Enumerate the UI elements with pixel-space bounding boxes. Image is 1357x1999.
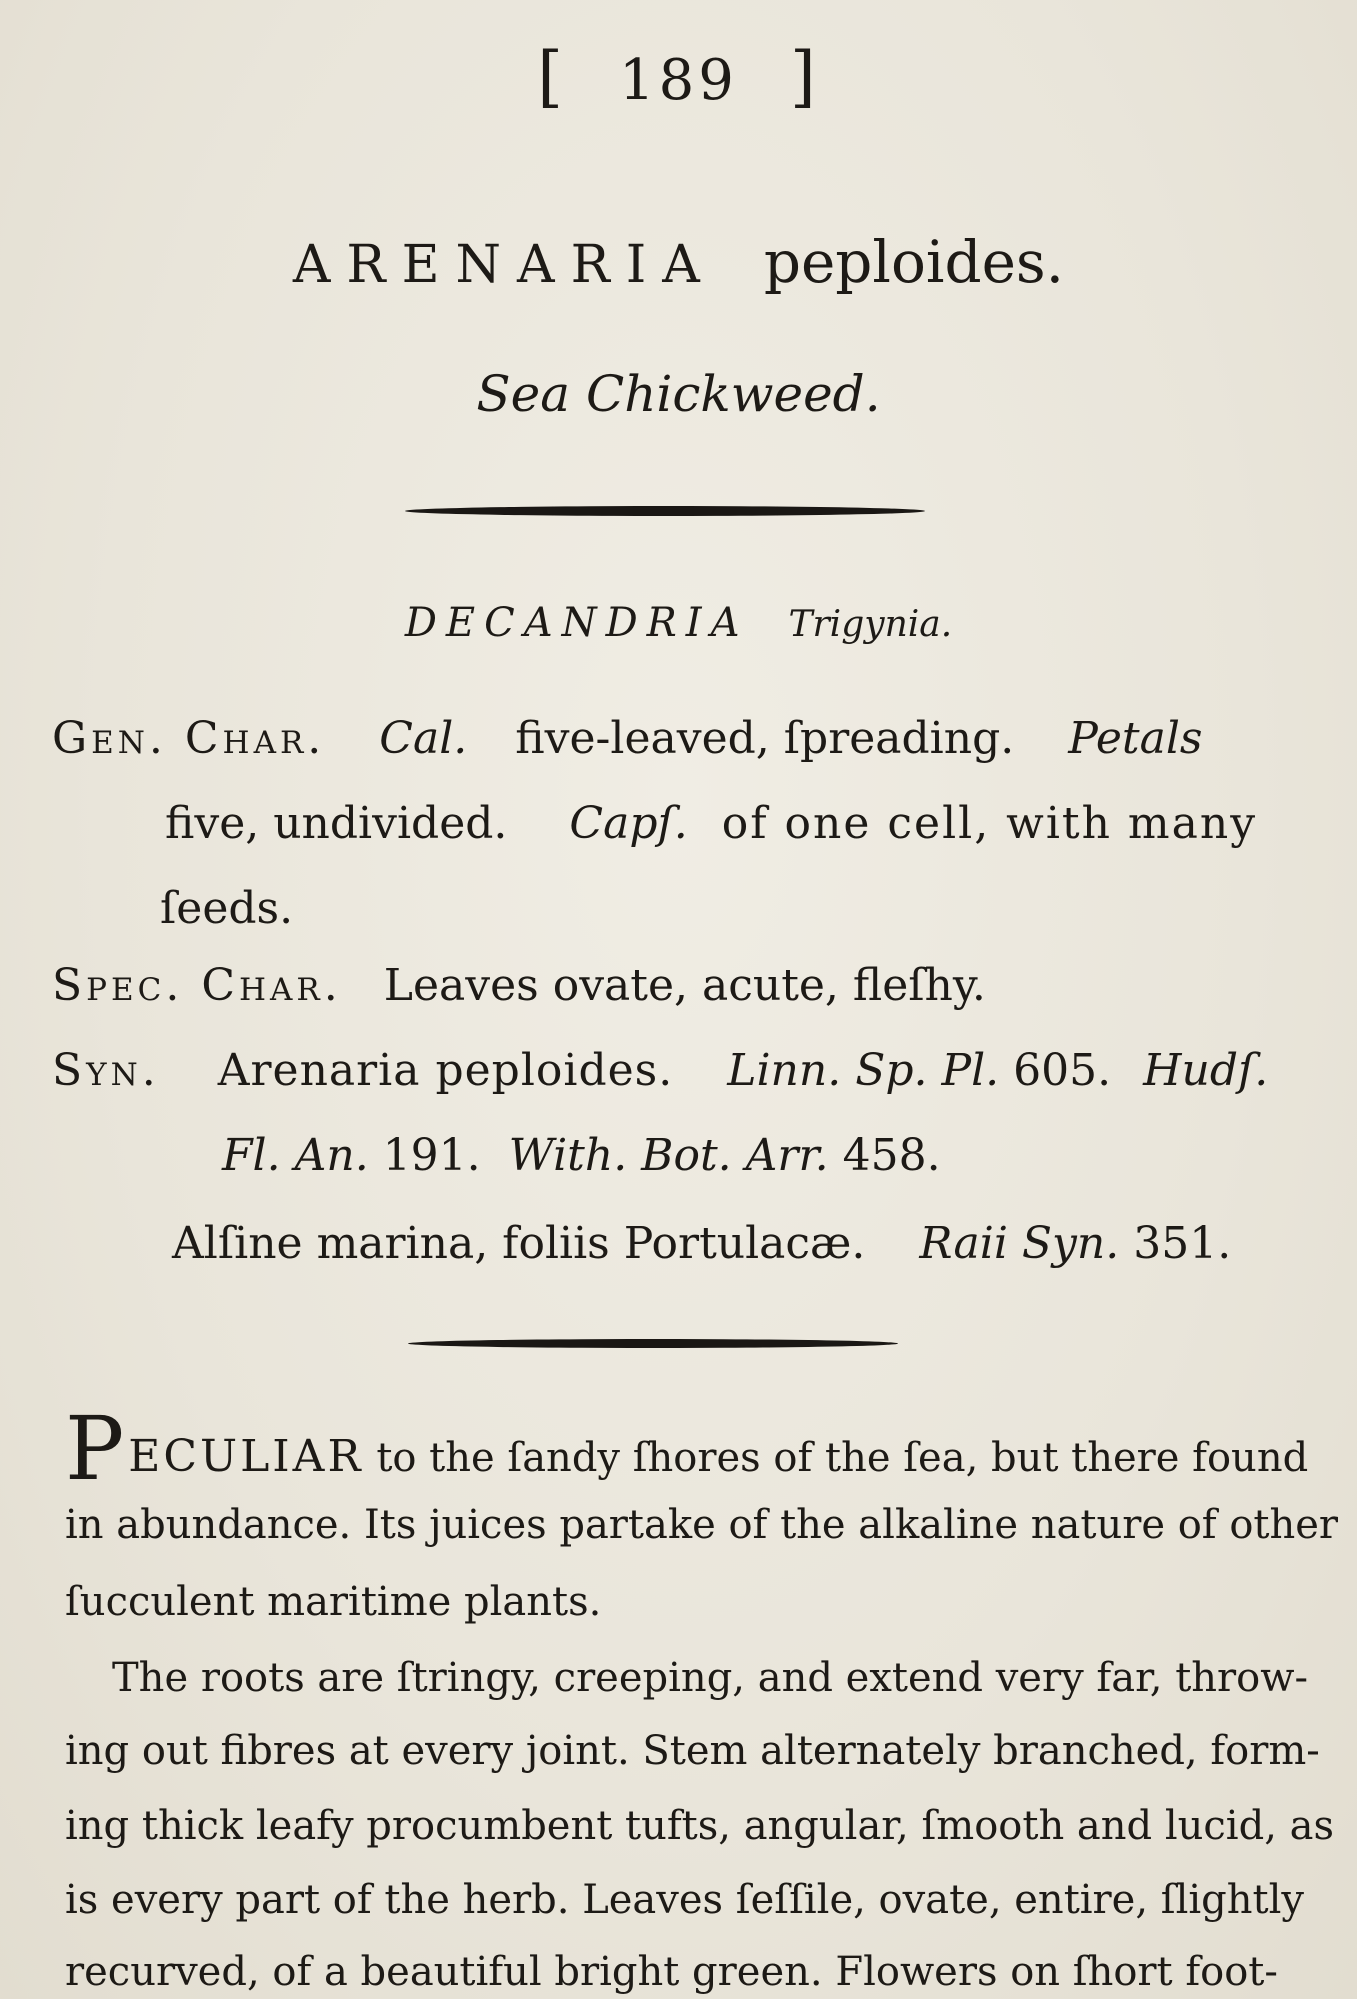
common-name: Sea Chickweed. bbox=[476, 365, 881, 423]
body-text: to the ſandy ſhores of the ſea, but there found bbox=[376, 1435, 1309, 1481]
body-line-3: ſucculent maritime plants. bbox=[65, 1579, 602, 1625]
body-line-8: recurved, of a beautiful bright green. Flowers on ſhort foot- bbox=[65, 1949, 1278, 1995]
syn-number: 351. bbox=[1133, 1218, 1232, 1269]
species-title bbox=[0, 228, 1357, 296]
spec-char-line bbox=[52, 960, 986, 1011]
syn-text: Arenaria peploides. bbox=[217, 1045, 674, 1096]
syn-reference: Raii Syn. bbox=[919, 1218, 1120, 1269]
order-name: Trigynia. bbox=[788, 604, 953, 645]
body-line-6: ing thick leafy procumbent tufts, angular, ſmooth and lucid, as bbox=[65, 1803, 1335, 1849]
syn-reference: Hudſ. bbox=[1143, 1045, 1269, 1096]
gen-char-line-1 bbox=[52, 713, 1202, 764]
body-line-5: ing out fibres at every joint. Stem alternately branched, form- bbox=[65, 1728, 1320, 1774]
gen-char-line-3 bbox=[160, 883, 293, 934]
gen-char-petals: Petals bbox=[1068, 713, 1203, 764]
syn-reference: With. Bot. Arr. bbox=[508, 1130, 829, 1181]
gen-char-text: five, undivided. bbox=[165, 798, 508, 849]
spec-char-label: Spec. Char. bbox=[52, 960, 342, 1011]
syn-line-2 bbox=[222, 1130, 941, 1181]
drop-cap: P bbox=[65, 1397, 125, 1500]
ornamental-rule-bottom bbox=[408, 1339, 898, 1348]
page-number bbox=[0, 38, 1357, 115]
gen-char-cal: Cal. bbox=[379, 713, 468, 764]
body-line-7: is every part of the herb. Leaves ſeſſile, ovate, entire, ſlightly bbox=[65, 1877, 1305, 1923]
gen-char-line-2 bbox=[165, 798, 1257, 849]
bracket-open: [ bbox=[537, 38, 568, 115]
syn-reference: Fl. An. bbox=[222, 1130, 369, 1181]
ornamental-rule-top bbox=[405, 506, 925, 516]
folio-number: 189 bbox=[619, 48, 738, 113]
gen-char-label: Gen. Char. bbox=[52, 713, 326, 764]
syn-reference: Linn. Sp. Pl. bbox=[727, 1045, 1000, 1096]
body-line-2: in abundance. Its juices partake of the alkaline nature of other bbox=[65, 1502, 1339, 1548]
syn-line-3 bbox=[172, 1218, 1231, 1269]
syn-number: 458. bbox=[842, 1130, 941, 1181]
linnaean-classification bbox=[0, 600, 1357, 646]
body-line-4: The roots are ſtringy, creeping, and extend very far, throw- bbox=[112, 1655, 1309, 1701]
gen-char-text: five-leaved, ſpreading. bbox=[515, 713, 1015, 764]
genus-name: ARENARIA bbox=[292, 235, 716, 295]
syn-text: Alſine marina, foliis Portulacæ. bbox=[172, 1218, 866, 1269]
species-epithet: peploides. bbox=[763, 228, 1065, 296]
syn-number: 605. bbox=[1013, 1045, 1112, 1096]
syn-line-1 bbox=[52, 1045, 1268, 1096]
gen-char-text: of one cell, with many bbox=[721, 798, 1258, 849]
gen-char-text: ſeeds. bbox=[160, 883, 294, 934]
spec-char-text: Leaves ovate, acute, fleſhy. bbox=[383, 960, 986, 1011]
syn-number: 191. bbox=[382, 1130, 481, 1181]
lead-word: ECULIAR bbox=[128, 1431, 364, 1482]
syn-label: Syn. bbox=[52, 1045, 160, 1096]
gen-char-caps: Capſ. bbox=[569, 798, 688, 849]
body-line-1 bbox=[65, 1397, 1309, 1500]
class-name: DECANDRIA bbox=[404, 600, 749, 646]
bracket-close: ] bbox=[789, 38, 820, 115]
